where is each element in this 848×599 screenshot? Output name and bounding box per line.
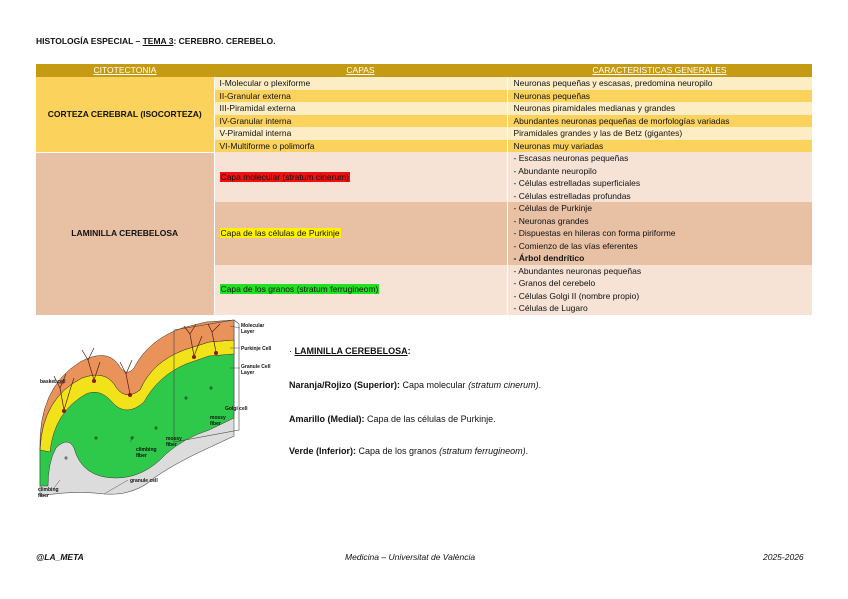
footer-author: @LA_META xyxy=(36,552,84,562)
label-granule-cell-layer: Granule Cell Layer xyxy=(241,364,271,376)
footer-institution: Medicina – Universitat de València xyxy=(345,552,476,562)
feature-line: - Células de Lugaro xyxy=(513,303,588,313)
feature-line-bold: - Árbol dendrítico xyxy=(513,253,585,263)
feature-cell: Neuronas piramidales medianas y grandes xyxy=(507,102,812,115)
feature-line: - Escasas neuronas pequeñas xyxy=(513,153,629,163)
legend-title: LAMINILLA CEREBELOSA xyxy=(294,346,408,356)
feature-cell: Neuronas pequeñas y escasas, predomina neuropilo xyxy=(507,77,812,90)
feature-cell: Neuronas muy variadas xyxy=(507,140,812,153)
feature-line: - Comienzo de las vías eferentes xyxy=(513,240,638,251)
title-topic: TEMA 3 xyxy=(142,36,174,46)
legend-title-row xyxy=(289,346,411,356)
feature-line: - Células Golgi II (nombre propio) xyxy=(513,290,640,301)
feature-line: - Células estrelladas superficiales xyxy=(513,178,641,188)
feature-cell xyxy=(507,202,812,265)
legend-title-colon: : xyxy=(407,346,411,356)
label-golgi-cell: Golgi cell xyxy=(225,406,248,412)
layer-cell: VI-Multiforme o polimorfa xyxy=(214,140,507,153)
label-mossy-fiber-right: mossy fiber xyxy=(210,415,226,427)
citotectonia-table xyxy=(36,64,812,315)
feature-cell: Abundantes neuronas pequeñas de morfologías variadas xyxy=(507,115,812,128)
title-suffix: : CEREBRO. CEREBELO. xyxy=(173,36,276,46)
layer-cell: I-Molecular o plexiforme xyxy=(214,77,507,90)
group-corteza-cerebral: CORTEZA CEREBRAL (ISOCORTEZA) xyxy=(36,77,214,152)
legend-text: Capa de los granos xyxy=(356,446,440,456)
table-row xyxy=(36,77,812,90)
column-header-citotectonia: CITOTECTONIA xyxy=(36,64,214,77)
label-purkinje-cell: Purkinje Cell xyxy=(241,346,272,352)
group-laminilla-cerebelosa: LAMINILLA CEREBELOSA xyxy=(36,152,214,315)
label-climbing-fiber-center: climbing fiber xyxy=(136,447,157,459)
legend-item-superior xyxy=(289,380,541,390)
legend-key: Amarillo (Medial): xyxy=(289,414,365,424)
feature-line: - Abundantes neuronas pequeñas xyxy=(513,265,642,276)
feature-cell xyxy=(507,265,812,315)
layer-highlight-molecular: Capa molecular (stratum cinerum) xyxy=(220,171,349,182)
feature-line: - Granos del cerebelo xyxy=(513,278,596,288)
feature-cell xyxy=(507,152,812,202)
legend-item-medial xyxy=(289,414,496,424)
column-header-caracteristicas: CARACTERISTICAS GENERALES xyxy=(507,64,812,77)
label-molecular-layer: Molecular Layer xyxy=(241,323,265,335)
legend-key: Verde (Inferior): xyxy=(289,446,357,456)
layer-highlight-granos: Capa de los granos (stratum ferrugineom) xyxy=(220,284,379,295)
layer-cell: IV-Granular interna xyxy=(214,115,507,128)
legend-italic: (stratum cinerum) xyxy=(468,380,539,390)
label-granule-cell: granule cell xyxy=(130,478,158,484)
legend-item-inferior xyxy=(289,446,528,456)
title-prefix: HISTOLOGÍA ESPECIAL – xyxy=(36,36,143,46)
label-climbing-fiber-bottom: climbing fiber xyxy=(38,487,59,499)
table-header-row xyxy=(36,64,812,77)
cerebellar-folium-figure xyxy=(34,318,284,503)
layer-cell: II-Granular externa xyxy=(214,90,507,103)
table-row xyxy=(36,152,812,202)
layer-cell: III-Piramidal externa xyxy=(214,102,507,115)
feature-line: - Abundante neuropilo xyxy=(513,165,597,176)
feature-cell: Neuronas pequeñas xyxy=(507,90,812,103)
feature-line: - Células estrelladas profundas xyxy=(513,190,631,201)
layer-cell xyxy=(214,152,507,202)
layer-cell xyxy=(214,265,507,315)
footer-year: 2025-2026 xyxy=(763,552,804,562)
legend-italic: (stratum ferrugineom) xyxy=(439,446,526,456)
label-mossy-fiber-center: mossy fiber xyxy=(166,436,182,448)
page-title xyxy=(36,36,275,46)
layer-cell xyxy=(214,202,507,265)
layer-cell: V-Piramidal interna xyxy=(214,127,507,140)
legend-key: Naranja/Rojizo (Superior): xyxy=(289,380,401,390)
feature-line: - Células de Purkinje xyxy=(513,203,592,213)
legend-text: Capa de las células de Purkinje. xyxy=(364,414,496,424)
legend-bullet: · xyxy=(289,346,295,356)
feature-cell: Piramidales grandes y las de Betz (gigantes) xyxy=(507,127,812,140)
legend-end: . xyxy=(538,380,542,390)
column-header-capas: CAPAS xyxy=(214,64,507,77)
feature-line: - Dispuestas en hileras con forma piriforme xyxy=(513,228,676,238)
legend-text: Capa molecular xyxy=(400,380,469,390)
label-basket-cell: basket cell xyxy=(40,379,66,385)
legend-end: . xyxy=(525,446,529,456)
layer-highlight-purkinje: Capa de las células de Purkinje xyxy=(220,228,340,238)
feature-line: - Neuronas grandes xyxy=(513,215,589,226)
